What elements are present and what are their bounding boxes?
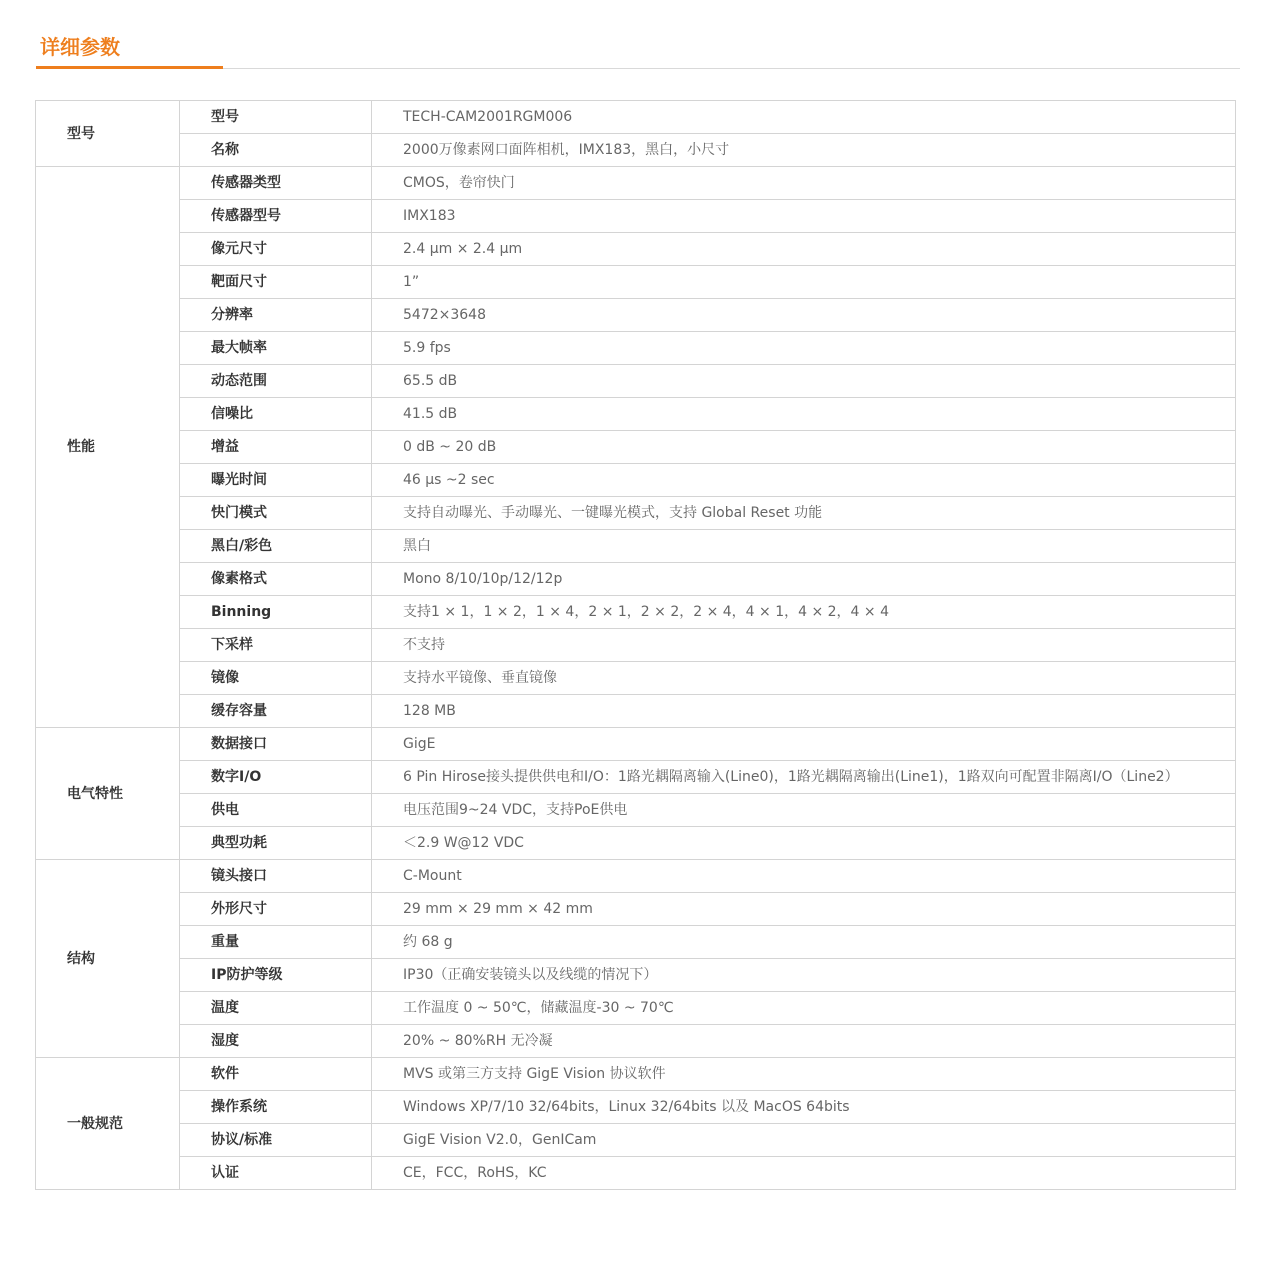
spec-label: 数字I/O [180,761,372,794]
spec-label: 曝光时间 [180,464,372,497]
spec-table-body [36,101,1236,1190]
spec-value: Windows XP/7/10 32/64bits，Linux 32/64bits 以及 MacOS 64bits [372,1091,1236,1124]
spec-value: MVS 或第三方支持 GigE Vision 协议软件 [372,1058,1236,1091]
spec-label: 认证 [180,1157,372,1190]
spec-label: 像元尺寸 [180,233,372,266]
spec-label: 最大帧率 [180,332,372,365]
spec-row [36,596,1236,629]
spec-value: 支持水平镜像、垂直镜像 [372,662,1236,695]
spec-row [36,827,1236,860]
spec-row [36,365,1236,398]
spec-label: 协议/标准 [180,1124,372,1157]
spec-label: 靶面尺寸 [180,266,372,299]
spec-row [36,860,1236,893]
header-accent-underline [36,66,223,69]
spec-group-label: 一般规范 [36,1058,180,1190]
spec-row [36,563,1236,596]
spec-row [36,299,1236,332]
spec-row [36,530,1236,563]
spec-value: Mono 8/10/10p/12/12p [372,563,1236,596]
spec-row [36,134,1236,167]
spec-row [36,1124,1236,1157]
spec-value: 电压范围9~24 VDC，支持PoE供电 [372,794,1236,827]
spec-row [36,431,1236,464]
spec-label: IP防护等级 [180,959,372,992]
spec-label: 镜头接口 [180,860,372,893]
spec-label: 名称 [180,134,372,167]
spec-row [36,497,1236,530]
spec-row [36,167,1236,200]
spec-label: 温度 [180,992,372,1025]
spec-value: GigE Vision V2.0，GenICam [372,1124,1236,1157]
spec-value: 0 dB ~ 20 dB [372,431,1236,464]
section-title: 详细参数 [40,35,120,59]
spec-label: 典型功耗 [180,827,372,860]
spec-row [36,926,1236,959]
spec-label: 增益 [180,431,372,464]
spec-row [36,728,1236,761]
spec-value: IMX183 [372,200,1236,233]
section-header [36,30,1240,70]
spec-row [36,464,1236,497]
spec-row [36,1157,1236,1190]
spec-row [36,959,1236,992]
spec-value: 5472×3648 [372,299,1236,332]
spec-value: 128 MB [372,695,1236,728]
spec-value: IP30（正确安装镜头以及线缆的情况下） [372,959,1236,992]
spec-label: 黑白/彩色 [180,530,372,563]
spec-row [36,794,1236,827]
spec-label: 操作系统 [180,1091,372,1124]
spec-value: TECH-CAM2001RGM006 [372,101,1236,134]
spec-row [36,629,1236,662]
spec-label: 下采样 [180,629,372,662]
spec-group-label: 性能 [36,167,180,728]
spec-label: 软件 [180,1058,372,1091]
spec-label: 型号 [180,101,372,134]
spec-row [36,332,1236,365]
spec-value: 46 μs ~2 sec [372,464,1236,497]
spec-value: 20% ~ 80%RH 无冷凝 [372,1025,1236,1058]
spec-value: 支持1 × 1，1 × 2，1 × 4，2 × 1，2 × 2，2 × 4，4 × 1，4 × 2，4 × 4 [372,596,1236,629]
spec-row [36,266,1236,299]
spec-value: GigE [372,728,1236,761]
spec-label: 快门模式 [180,497,372,530]
spec-value: ＜2.9 W@12 VDC [372,827,1236,860]
spec-value: CMOS，卷帘快门 [372,167,1236,200]
spec-label: 分辨率 [180,299,372,332]
spec-row [36,1025,1236,1058]
spec-row [36,695,1236,728]
spec-row [36,992,1236,1025]
spec-label: 湿度 [180,1025,372,1058]
spec-value: 2000万像素网口面阵相机，IMX183，黑白，小尺寸 [372,134,1236,167]
spec-group-label: 结构 [36,860,180,1058]
spec-label: 传感器型号 [180,200,372,233]
spec-value: 黑白 [372,530,1236,563]
spec-value: 2.4 μm × 2.4 μm [372,233,1236,266]
spec-label: 像素格式 [180,563,372,596]
spec-table [35,100,1236,1190]
spec-row [36,1091,1236,1124]
spec-label: 传感器类型 [180,167,372,200]
spec-label: 信噪比 [180,398,372,431]
spec-row [36,398,1236,431]
spec-label: 缓存容量 [180,695,372,728]
spec-value: CE，FCC，RoHS，KC [372,1157,1236,1190]
spec-label: 镜像 [180,662,372,695]
spec-group-label: 型号 [36,101,180,167]
spec-row [36,233,1236,266]
spec-label: 数据接口 [180,728,372,761]
spec-row [36,662,1236,695]
spec-value: C-Mount [372,860,1236,893]
spec-value: 5.9 fps [372,332,1236,365]
spec-label: 动态范围 [180,365,372,398]
spec-value: 65.5 dB [372,365,1236,398]
spec-label: 供电 [180,794,372,827]
spec-row [36,101,1236,134]
spec-value: 工作温度 0 ~ 50℃，储藏温度-30 ~ 70℃ [372,992,1236,1025]
spec-label: Binning [180,596,372,629]
spec-row [36,761,1236,794]
spec-value: 6 Pin Hirose接头提供供电和I/O：1路光耦隔离输入(Line0)，1路光耦隔离输出(Line1)，1路双向可配置非隔离I/O（Line2） [372,761,1236,794]
spec-value: 29 mm × 29 mm × 42 mm [372,893,1236,926]
spec-value: 不支持 [372,629,1236,662]
spec-label: 外形尺寸 [180,893,372,926]
spec-label: 重量 [180,926,372,959]
spec-value: 1” [372,266,1236,299]
spec-row [36,1058,1236,1091]
spec-value: 支持自动曝光、手动曝光、一键曝光模式，支持 Global Reset 功能 [372,497,1236,530]
spec-value: 约 68 g [372,926,1236,959]
spec-row [36,200,1236,233]
spec-row [36,893,1236,926]
spec-value: 41.5 dB [372,398,1236,431]
spec-group-label: 电气特性 [36,728,180,860]
